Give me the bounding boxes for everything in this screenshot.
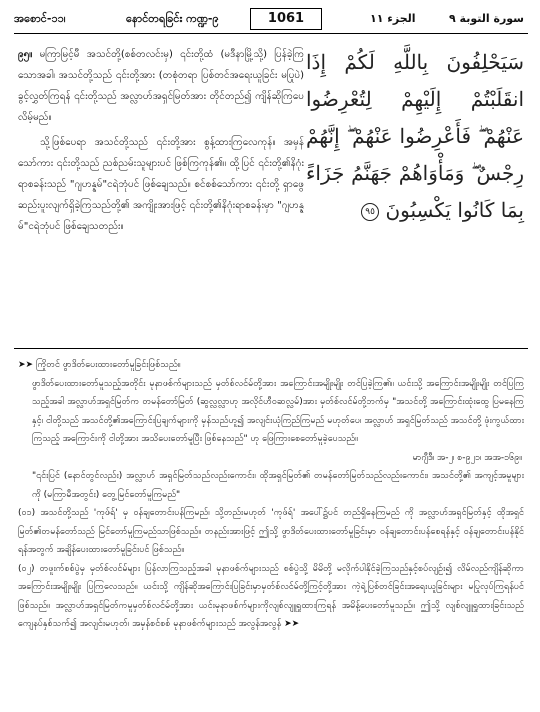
translation-column bbox=[18, 44, 304, 241]
notes-intro bbox=[18, 356, 524, 375]
translation-text-1: မကြာမြင့်မီ အသင်တို့(စစ်တလင်းမှ) ၎င်းတို့ထံ (မဒီနာမြို့သို့) ပြန်ခဲ့ကြသောအခါ၊ အသင်တို့သည် ၎င်းတို့အား (တစုံတရာ ပြစ်တင်အရေးယူခြင်း မပြုပဲ) ခွင့်လွှတ်ကြရန် ၎င်းတို့သည် အလ္လာဟ်အရှင်မြတ်အား တိုင်တည်၍ ကျိန်ဆိုကြပေလိမ့်မည်။ bbox=[18, 49, 304, 123]
notes-para-2 bbox=[18, 467, 524, 504]
translation-para-2 bbox=[18, 132, 304, 237]
commentary-notes bbox=[18, 356, 524, 634]
header-rule bbox=[14, 33, 528, 34]
notes-text-1: ဖွာဒိတ်ပေးထားတော်မူသည့်အတိုင်း မုနာဖစ်က်များသည် မှတ်စ်လင်မ်တို့အား အကြောင်းအမျိုးမျိုး တင်ပြခဲ့ကြ၏။ ယင်းသို့ အကြောင်းအမျိုးမျိုး တင်ပြကြသည့်အခါ အလ္လာဟ်အရှင်မြတ်က တမန်တော်မြတ် (ဆွလ္လလ္လာဟု အလိုင်ဟီဝဆလ္လမ်)အား မှတ်စ်လင်မ်တို့ဘက်မှ "အသင်တို့ အကြောင်းထုံးထွေ ပြမနေကြနှင့်၊ ငါတို့သည် အသင်တို့၏အကြောင်းပြချက်များကို မှန်သည်ဟူ၍ အလျင်းယုံကြည်ကြမည် မဟုတ်ပေ၊ အလ္လာဟ် အရှင်မြတ်သည် အသင်တို့ ဖုံးကွယ်ထားကြသည့် အကြောင်းကို ငါတို့အား အသိပေးတော်မူပြီး ဖြစ်နေသည်" ဟု ဖြေကြားစေတော်မူခဲ့ပေသည်။ bbox=[32, 378, 524, 444]
ayah-number-badge: ٩٥ bbox=[361, 203, 379, 221]
translation-para-1 bbox=[18, 44, 304, 128]
juz-label: الجزء ١١ bbox=[370, 12, 416, 25]
notes-text-2: "၎င်းပြင် (နောင်တွင်လည်း) အလ္လာဟ် အရှင်မြတ်သည်လည်းကောင်း၊ ထိုအရှင်မြတ်၏ တမန်တော်မြတ်သည်လည်းကောင်း၊ အသင်တို့၏ အကျင့်အမူများကို (မကြာမီအတွင်း) တွေ့မြင်တော်မူကြမည်" bbox=[32, 471, 524, 500]
arabic-text: سَيَحْلِفُونَ بِاللَّهِ لَكُمْ إِذَا انقَلَبْتُمْ إِلَيْهِمْ لِتُعْرِضُوا عَنْهُمْ ۖ فَأَعْرِضُوا عَنْهُمْ ۖ إِنَّهُمْ رِجْسٌ ۖ وَمَأْوَاهُمْ جَهَنَّمُ جَزَاءً بِمَا كَانُوا يَكْسِبُونَ bbox=[306, 50, 524, 222]
notes-text-4: (၀၂) တဖူးက်စစ်ပွဲမှ မှတ်စ်လင်မ်များ ပြန်လာကြသည့်အခါ မုနာဖစ်က်များသည် စစ်ပွဲသို့ မိမိတို့ မလိုက်ပါနိုင်ခဲ့ကြသည်နှင့်စပ်လျဉ်း၍ လိမ်လည်ကျိန်ဆိုကာ အကြောင်းအမျိုးမျိုး ပြကြလေသည်။ ယင်းသို့ ကျိန်ဆိုအကြောင်းပြခြင်းမှာမှတ်စ်လင်မ်တို့ကြင့်တို့အား ကဲ့ရဲ့ပြစ်တင်ခြင်းအရေးယူခြင်းများ မပြုလုပ်ကြရန်ပင်ဖြစ်သည်။ အလ္လာဟ်အရှင်မြတ်ကမူမှတ်စ်လင်မ်တို့အား ယင်းမုနာဖစ်က်များကိုလျစ်လျူရှုထားကြရန် အမိန့်ပေးတော်မူသည်။ ဤသို့ လျစ်လျူရှုထားခြင်းသည် ကျေနပ်နှစ်သက်၍ အလျင်းမဟုတ်၊ အမှန်စင်စစ် မုနာဖစ်က်များသည် အလွန်အလွန် bbox=[18, 563, 524, 629]
page-number: 1061 bbox=[250, 8, 322, 30]
notes-para-1 bbox=[18, 375, 524, 468]
notes-para-4 bbox=[18, 560, 524, 634]
chapter-label: နောင်တရခြင်း ကဏ္ဍ-၉ bbox=[126, 12, 219, 25]
volume-label: အစောင်-၁၁၊ bbox=[14, 12, 66, 25]
notes-intro-text: ကြိုတင် ဖွာဒိတ်ပေးထားတော်မူခြင်းဖြစ်သည်။ bbox=[35, 360, 181, 370]
source-citation: မာဂျီဒီ၊ အ-၂၊ စ-၉၂၁၊ အအ-၁၆၉။ bbox=[412, 452, 522, 463]
arabic-verse bbox=[306, 44, 524, 229]
arrow-marker-icon: ➤➤ bbox=[18, 360, 34, 370]
notes-para-3 bbox=[18, 504, 524, 560]
translation-text-2: သို့ဖြစ်ပေရာ အသင်တို့သည် ၎င်းတို့အား စွန့်ထားကြလေကုန်။ အမှန်သော်ကား ၎င်းတို့သည် ညစ်ညမ်းသူများပင် ဖြစ်ကြကုန်၏။ ထို့ပြင် ၎င်းတို့၏နိဂုံးရာစခန်းသည် "ဂျဟန္နမ်"ငရဲဘုံပင် ဖြစ်ချေသည်။ စင်စစ်သော်ကား ၎င်းတို့ ရှာဖွေဆည်းပူးလျက်ရှိခဲ့ကြသည်တို့၏ အကျိုးအားဖြင့် ၎င်းတို့၏နိဂုံးရာစခန်းမှာ "ဂျဟန္နမ်"ငရဲဘုံပင် ဖြစ်ချေသတည်း။ bbox=[18, 137, 304, 232]
continue-arrow-icon: ➤➤ bbox=[284, 619, 300, 629]
page-header bbox=[14, 6, 528, 32]
verse-label: ၉၅။ bbox=[18, 49, 33, 60]
surah-label: سورة التوبة ٩ bbox=[448, 12, 524, 25]
notes-text-3: (၀၁) အသင်တို့သည် 'ကုဖ်ရ်' မှ ဝန်ချတောင်းပန်ကြမည်၊ သို့တည်းမဟုတ် 'ကုဖ်ရ်' အပေါ်၌ပင် တည်ရှိနေကြမည် ကို အလ္လာဟ်အရှင်မြတ်နှင့် ထိုအရှင်မြတ်၏တမန်တော်သည် မြင်တော်မူကြမည်သာဖြစ်သည်။ တနည်းအားဖြင့် ဤသို့ ဖွာဒိတ်ပေးထားတော်မူခြင်းမှာ ဝန်ချတောင်းပန်စေရန်နှင့် ဝန်ချတောင်းပန်နိုင်ရန်အတွက် အချိန်ပေးထားတော်မူခြင်းပင် ဖြစ်သည်။ bbox=[18, 508, 524, 555]
notes-rule bbox=[14, 348, 528, 349]
